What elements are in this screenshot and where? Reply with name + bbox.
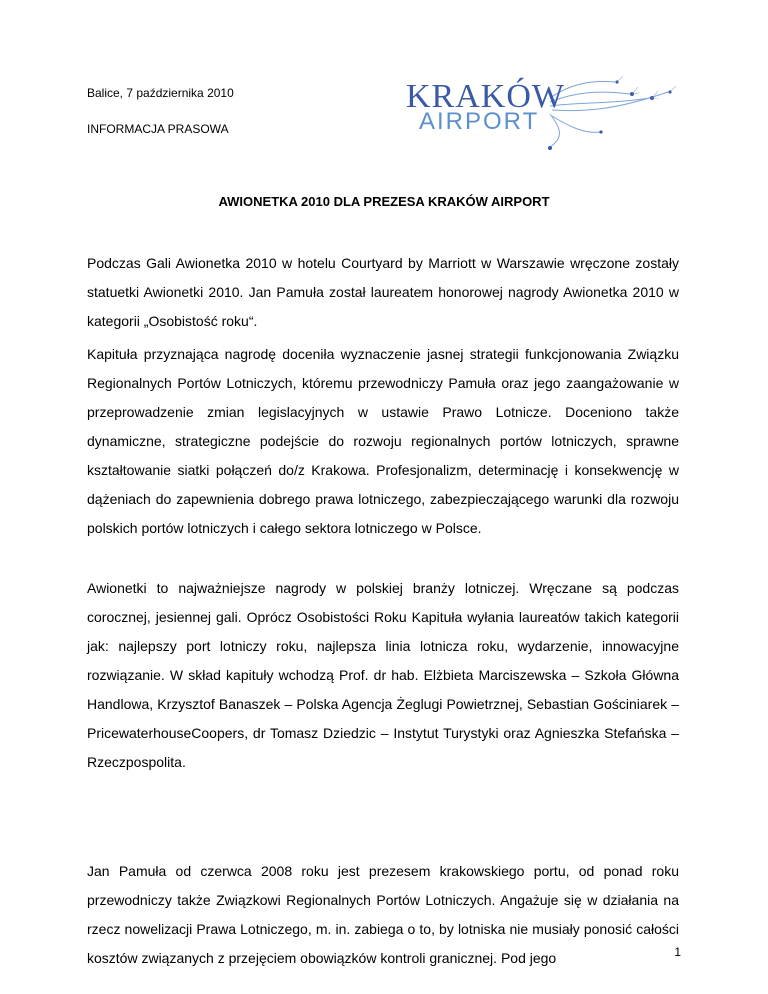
dateline: Balice, 7 października 2010 — [87, 86, 234, 100]
paragraph — [87, 340, 679, 543]
paragraph-text: Kapituła przyznająca nagrodę doceniła wyznaczenie jasnej strategii funkcjonowania Związku Regionalnych Portów Lotniczych, któremu przewodniczy Pamuła oraz jego zaangażowanie w przeprowadzenie zmian legislacyjnych w ustawie Prawo Lotnicze. Doceniono także dynamiczne, strategiczne podejście do rozwoju regionalnych portów lotniczych, sprawne kształtowanie siatki połączeń do/z Krakowa. Profesjonalizm, determinację i konsekwencję w dążeniach do zapewnienia dobrego prawa lotniczego, zabezpieczającego warunki dla rozwoju polskich portów lotniczych i całego sektora lotniczego w Polsce. — [87, 346, 679, 536]
paragraph — [87, 249, 679, 336]
paragraph-text: Podczas Gali Awionetka 2010 w hotelu Courtyard by Marriott w Warszawie wręczone zostały statuetki Awionetki 2010. Jan Pamuła został laureatem honorowej nagrody Awionetka 2010 w kategorii „Osobistość roku“. — [87, 255, 679, 329]
press-release-label: INFORMACJA PRASOWA — [87, 122, 229, 136]
document-title: AWIONETKA 2010 DLA PREZESA KRAKÓW AIRPORT — [218, 194, 550, 209]
logo-wordmark-krakow: KRAKÓW — [406, 78, 565, 115]
paragraph-text: Jan Pamuła od czerwca 2008 roku jest prezesem krakowskiego portu, od ponad roku przewodniczy także Związkowi Regionalnych Portów Lotniczych. Angażuje się w działania na rzecz nowelizacji Prawa Lotniczego, m. in. zabiega o to, by lotniska nie musiały ponosić całości kosztów związanych z przejęciem obowiązków kontroli granicznej. Pod jego — [87, 863, 679, 966]
krakow-airport-logo — [400, 72, 690, 167]
paragraph — [87, 574, 679, 777]
page-number: 1 — [674, 945, 681, 959]
paragraph-text: Awionetki to najważniejsze nagrody w polskiej branży lotniczej. Wręczane są podczas corocznej, jesiennej gali. Oprócz Osobistości Roku Kapituła wyłania laureatów takich kategorii jak: najlepszy port lotniczy roku, najlepsza linia lotnicza roku, wydarzenie, innowacyjne rozwiązanie. W skład kapituły wchodzą Prof. dr hab. Elżbieta Marciszewska – Szkoła Główna Handlowa, Krzysztof Banaszek – Polska Agencja Żeglugi Powietrznej, Sebastian Gościniarek – PricewaterhouseCoopers, dr Tomasz Dziedzic – Instytut Turystyki oraz Agnieszka Stefańska – Rzeczpospolita. — [87, 580, 679, 770]
logo-wordmark-airport: AIRPORT — [419, 108, 540, 135]
paragraph — [87, 857, 679, 973]
